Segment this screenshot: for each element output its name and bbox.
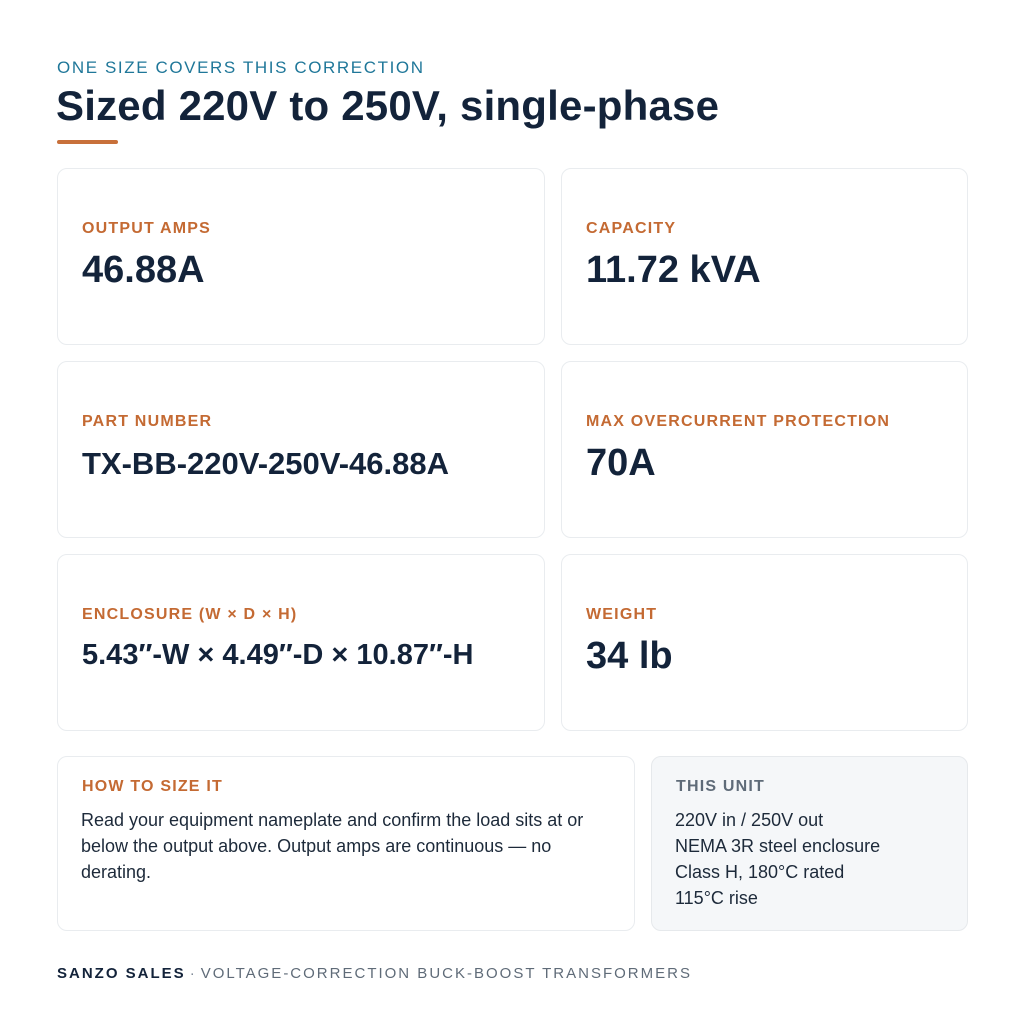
enclosure-label: ENCLOSURE (W × D × H) <box>82 606 298 623</box>
max-overcurrent-label: MAX OVERCURRENT PROTECTION <box>586 413 891 430</box>
part-number-label: PART NUMBER <box>82 413 213 430</box>
part-number-card <box>57 361 545 538</box>
capacity-value: 11.72 kVA <box>586 249 761 291</box>
this-unit-label: THIS UNIT <box>676 778 766 795</box>
weight-value: 34 lb <box>586 635 673 677</box>
output-amps-value: 46.88A <box>82 249 205 291</box>
footer-brand: SANZO SALES <box>57 965 186 982</box>
weight-label: WEIGHT <box>586 606 658 623</box>
capacity-label: CAPACITY <box>586 220 677 237</box>
eyebrow: ONE SIZE COVERS THIS CORRECTION <box>57 58 425 77</box>
footer-separator: · <box>189 965 197 982</box>
how-to-size-card <box>57 756 635 931</box>
max-overcurrent-value: 70A <box>586 442 656 484</box>
enclosure-value: 5.43″-W × 4.49″-D × 10.87″-H <box>82 639 474 671</box>
footer-tagline: VOLTAGE-CORRECTION BUCK-BOOST TRANSFORMERS <box>200 965 692 982</box>
title-accent-rule <box>57 140 118 144</box>
page-title: Sized 220V to 250V, single-phase <box>56 82 720 129</box>
output-amps-label: OUTPUT AMPS <box>82 220 212 237</box>
capacity-card <box>561 168 968 345</box>
part-number-value: TX-BB-220V-250V-46.88A <box>82 446 450 481</box>
this-unit-line: 115°C rise <box>675 888 758 908</box>
this-unit-card <box>651 756 968 931</box>
enclosure-card <box>57 554 545 731</box>
how-to-size-text: Read your equipment nameplate and confirm the load sits at or below the output above. Output amps are continuous — no derating. <box>81 810 584 882</box>
footer <box>57 965 692 982</box>
output-amps-card <box>57 168 545 345</box>
this-unit-line: NEMA 3R steel enclosure <box>675 836 881 856</box>
this-unit-line: 220V in / 250V out <box>675 810 824 830</box>
this-unit-line: Class H, 180°C rated <box>675 862 845 882</box>
weight-card <box>561 554 968 731</box>
max-overcurrent-card <box>561 361 968 538</box>
how-to-size-label: HOW TO SIZE IT <box>82 778 223 795</box>
